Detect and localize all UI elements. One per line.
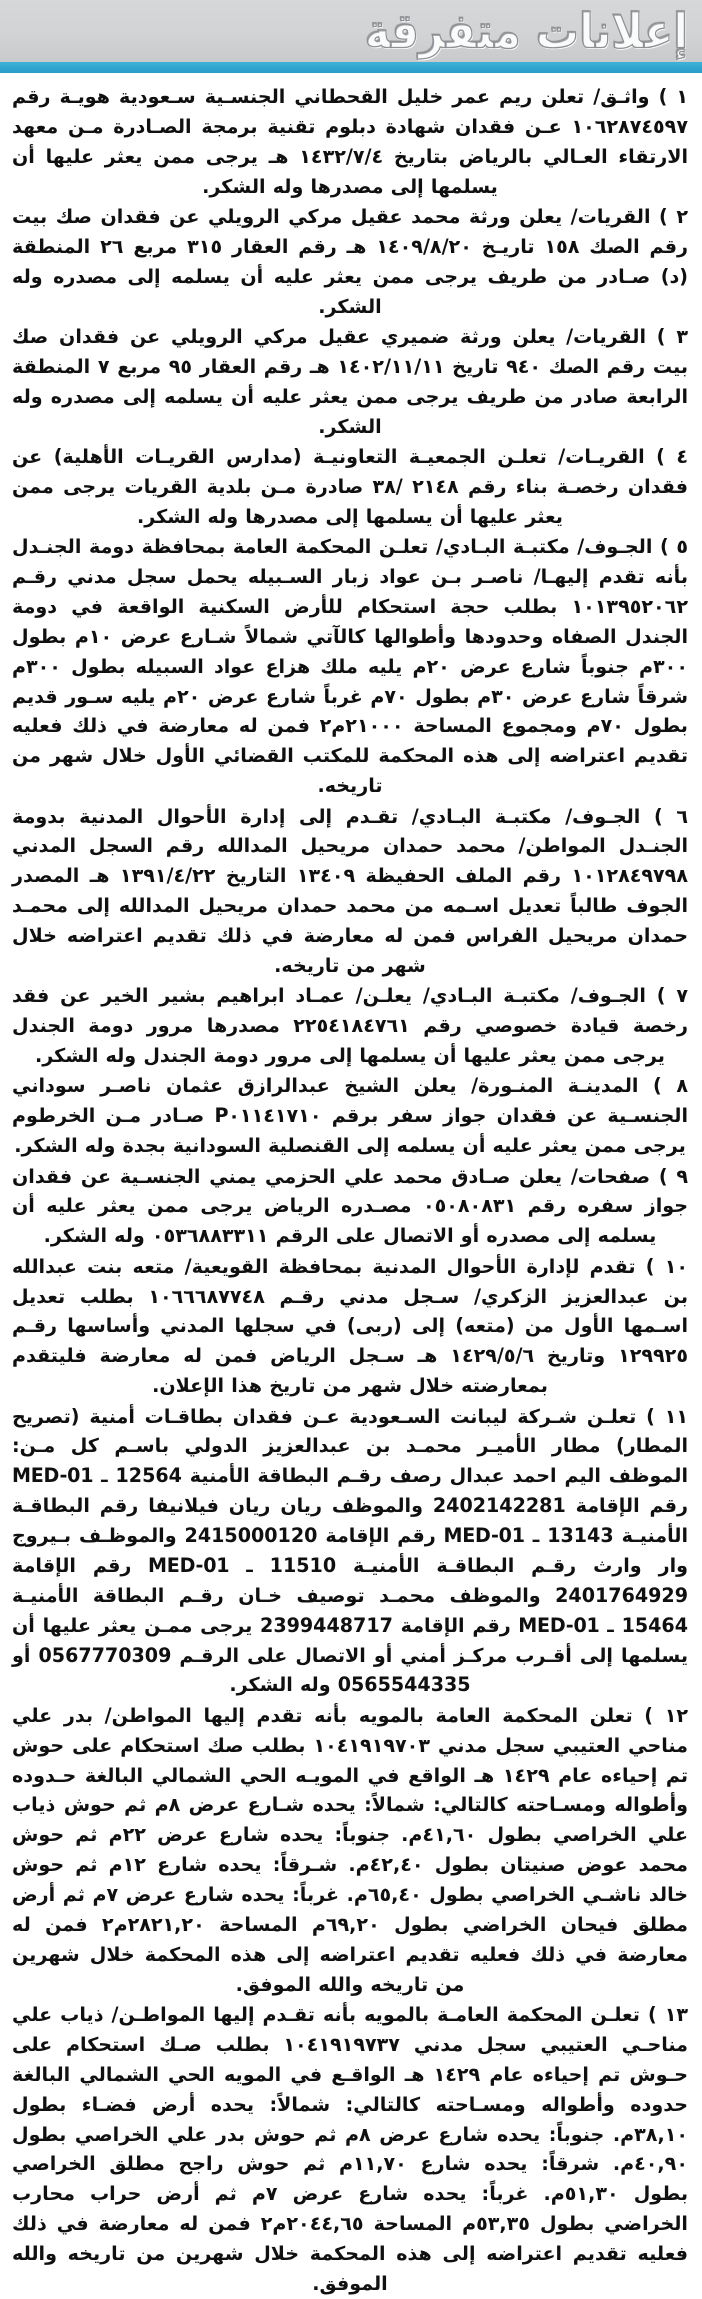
ad-item-1: ١ ) واثـق/ تعلن ريم عمر خليل القحطاني الجنسـية سـعودية هويـة رقم ١٠٦٢٨٧٤٥٩٧ عـن فقدان شهادة دبلوم تقنية برمجة الصـادرة مـن معهد الارتقاء العـالي بالرياض بتاريخ ١٤٣٢/٧/٤ هـ يرجى ممن يعثر عليها أن يسلمها إلى مصدرها وله الشكر. — [12, 85, 689, 198]
ad-item-8: ٨ ) المدينـة المنـورة/ يعلن الشيخ عبدالرازق عثمان ناصـر سوداني الجنسـية عن فقدان جواز سفر برقم P٠١١٤١٧١٠ صـادر مـن الخرطوم يرجى ممن يعثر عليه أن يسلمه إلى القنصلية السودانية بجدة وله الشكر. — [12, 1074, 689, 1158]
ad-item-12: ١٢ ) تعلن المحكمة العامة بالمويه بأنه تقدم إليها المواطن/ بدر علي مناحي العتيبي سجل مدني ١٠٤١٩١٩٧٠٣ بطلب صك استحكام على حوش تم إحياءه عام ١٤٢٩ هـ الواقع في المويـه الحي الشمالي البالغة حـدوده وأطواله ومسـاحته كالتالي: شمالاً: يحده شـارع عرض ٨م ثم حوش ذياب علي الخراصي بطول ٤١,٦٠م. جنوباً: يحده شارع عرض ٢٢م ثم حوش محمد عوض صنيتان بطول ٤٢,٤٠م. شـرقاً: يحده شارع ١٢م ثم حوش خالد ناشـي الخراصي بطول ٦٥,٤٠م. غرباً: يحده شارع عرض ٧م ثم أرض مطلق فيحان الخراضي بطول ٦٩,٢٠م المساحة ٢٨٢١,٢٠م٢ فمن له معارضة في ذلك فعليه تقديم اعتراضه إلى هذه المحكمة خلال شهرين من تاريخه والله الموفق. — [12, 1703, 689, 1996]
ad-item-11: ١١ ) تعلـن شـركة ليبانت السـعودية عـن فقدان بطاقـات أمنية (تصريح المطار) مطار الأميـر محمـد بن عبدالعزيز الدولي باسـم كل مـن: الموظف اليم احمد عبدال رصف رقـم البطاقة الأمنية 12564 ـ MED-01 رقم الإقامة 2402142281 والموظف ريان ريان فيلانيفا رقم البطاقـة الأمنيـة 13143 ـ MED-01 رقم الإقامة 2415000120 والموظـف بـيروج وار وارث رقـم البطاقـة الأمنيـة 11510 ـ MED-01 رقم الإقامة 2401764929 والموظف محمـد توصيف خـان رقـم البطاقة الأمنيـة 15464 ـ MED-01 رقم الإقامة 2399448717 يرجى ممـن يعثر عليها أن يسلمها إلى أقـرب مركـز أمني أو الاتصال على الرقـم 0567770309 أو 0565544335 وله الشكر. — [12, 1404, 689, 1697]
ad-item-3: ٣ ) القريات/ يعلن ورثة ضميري عقيل مركي الرويلي عن فقدان صك بيت رقم الصك ٩٤٠ تاريخ ١٤٠٢/١١/١١ هـ رقم العقار ٩٥ مربع ٧ المنطقة الرابعة صادر من طريف يرجى ممن يعثر عليه أن يسلمه إلى مصدره وله الشكر. — [12, 325, 688, 438]
classified-ads-list — [0, 73, 702, 2299]
ad-item-7: ٧ ) الجـوف/ مكتبـة البـادي/ يعلـن/ عمـاد ابراهيم بشير الخير عن فقد رخصة قيادة خصوصي رقم ٢٢٥٤١٨٤٧٦١ مصدرها مرور دومة الجندل يرجى ممن يعثر عليها أن يسلمها إلى مرور دومة الجندل وله الشكر. — [12, 984, 688, 1067]
accent-divider-bar — [0, 62, 702, 73]
ad-item-2: ٢ ) القريات/ يعلن ورثة محمد عقيل مركي الرويلي عن فقدان صك بيت رقم الصك ١٥٨ تاريـخ ١٤٠٩/٨/٢٠ هـ رقم العقار ٣١٥ مربع ٢٦ المنطقة (د) صـادر من طريف يرجى ممن يعثر عليه أن يسلمه إلى مصدره وله الشكر. — [12, 205, 688, 318]
ad-item-10: ١٠ ) تقدم لإدارة الأحوال المدنية بمحافظة القويعية/ متعه بنت عبدالله بن عبدالعزيز الزكري/ سـجل مدني رقـم ١٠٦٦٦٨٧٧٤٨ بطلب تعديل اسـمها الأول من (متعه) إلى (ربى) في سجلها المدني وأساسها رقـم ١٢٩٩٢٥ وتاريخ ١٤٢٩/٥/٦ هـ سـجل الرياض فمن له معارضة فليتقدم بمعارضته خلال شهر من تاريخ هذا الإعلان. — [12, 1254, 688, 1398]
ad-item-9: ٩ ) صفحات/ يعلن صـادق محمد علي الحزمي يمني الجنسـية عن فقدان جواز سفره رقم ٠٥٠٨٠٨٣١ مصـدره الرياض يرجى ممن يعثر عليه أن يسلمه إلى مصدره أو الاتصال على الرقم ٠٥٣٦٨٨٣٣١١ وله الشكر. — [12, 1164, 688, 1248]
page-masthead — [0, 0, 702, 62]
page-title: إعلانات متفرقة — [364, 3, 688, 60]
ad-item-6: ٦ ) الجـوف/ مكتبـة البـادي/ تقـدم إلى إدارة الأحوال المدنية بدومة الجنـدل المواطن/ محمد حمدان مريحيل المدالله رقم السجل المدني ١٠١٢٨٤٩٧٩٨ رقم الملف الحفيظة ١٣٤٠٩ التاريخ ١٣٩١/٤/٢٢ هـ المصدر الجوف طالباً تعديل اسـمه من محمد حمدان مريحيل المدالله إلى محمـد حمدان مريحيل الفراس فمن له معارضة في ذلك تقديم اعتراضه خلال شهر من تاريخه. — [12, 804, 688, 977]
ad-item-5: ٥ ) الجـوف/ مكتبـة البـادي/ تعلـن المحكمة العامة بمحافظة دومة الجنـدل بأنه تقدم إليهـا/ ناصـر بـن عواد زبار السـبيله يحمل سجل مدني رقـم ١٠١٣٩٥٢٠٦٢ بطلب حجة استحكام للأرض السكنية الواقعة في دومة الجندل الصفاه وحدودها وأطوالها كالآتي شمالاً شـارع عرض ١٠م بطول ٣٠٠م جنوباً شارع عرض ٢٠م يليه ملك هزاع عواد السبيله بطول ٣٠٠م شرقاً شارع عرض ٣٠م بطول ٧٠م غرباً شارع عرض ٢٠م يليه سـور قديم بطول ٧٠م ومجموع المساحة ٢١٠٠٠م٢ فمن له معارضة في ذلك فعليه تقديم اعتراضه إلى هذه المحكمة للمكتب القضائي الأول خلال شهر من تاريخه. — [12, 535, 689, 798]
ad-item-4: ٤ ) القريـات/ تعلـن الجمعيـة التعاونيـة (مدارس القريـات الأهلية) عن فقدان رخصـة بناء رقم ٢١٤٨ /٣٨ صادرة مـن بلدية القريات يرجى ممن يعثر عليها أن يسلمها إلى مصدرها وله الشكر. — [12, 445, 688, 528]
ad-item-13: ١٣ ) تعلـن المحكمة العامـة بالمويه بأنه تقـدم إليها المواطـن/ ذياب علي مناحـي العتيبي سجل مدني ١٠٤١٩١٩٧٣٧ بطلب صـك استحكام على حـوش تم إحياءه عام ١٤٢٩ هـ الواقـع في المويه الحي الشمالي البالغة حدوده وأطواله ومسـاحته كالتالي: شمالاً: يحده أرض فضـاء بطول ٣٨,١٠م. جنوباً: يحده شارع عرض ٨م ثم حوش بدر علي الخراصي بطول ٤٠,٩٠م. شرقاً: يحده شارع ١١,٧٠م ثم حوش راجح مطلق الخراصي بطول ٥١,٣٠م. غرباً: يحده شارع عرض ٧م ثم أرض حراب محارب الخراضي بطول ٥٣,٣٥م المساحة ٢٠٤٤,٦٥م٢ فمن له معارضة في ذلك فعليه تقديم اعتراضه إلى هذه المحكمة خلال شهرين من تاريخه والله الموفق. — [12, 2003, 689, 2295]
